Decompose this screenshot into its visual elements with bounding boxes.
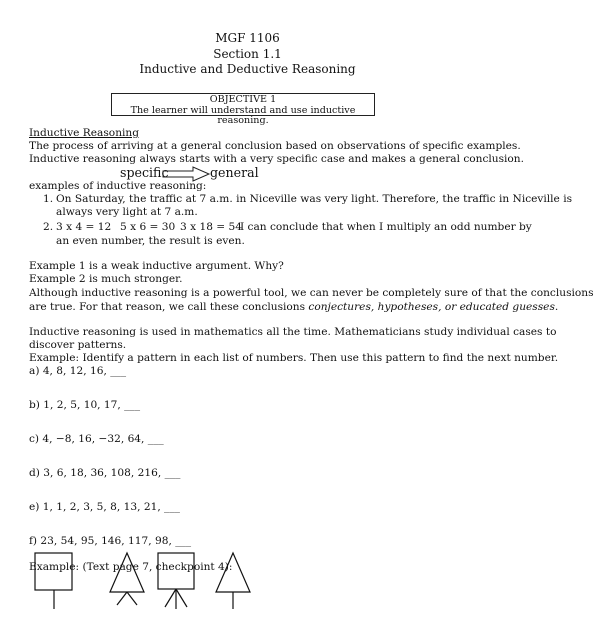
weak-argument-note: Example 1 is a weak inductive argument. Why? [29,260,284,272]
example2-number: 2. [43,221,54,233]
example1-number: 1. [43,193,54,205]
example2-line2: an even number, the result is even. [56,235,245,247]
although-line1: Although inductive reasoning is a powerful tool, we can never be completely sure of that the conclusions [29,287,594,299]
objective-text: The learner will understand and use inductive reasoning. [130,104,356,127]
figure-square-stem [35,553,72,609]
example1-line1: On Saturday, the traffic at 7 a.m. in Niceville was very light. Therefore, the traffic in Niceville is [56,193,573,205]
right-arrow-icon [163,167,211,181]
arrow-to-label: general [210,165,259,180]
examples-intro: examples of inductive reasoning: [29,180,207,192]
example2-eq1: 3 x 4 = 12 [56,221,112,233]
pattern-item-c: c) 4, −8, 16, −32, 64, ___ [29,433,164,445]
document-header [0,31,495,78]
figure-triangle-stem [216,553,250,609]
example1-line2: always very light at 7 a.m. [56,206,198,218]
objective-label: OBJECTIVE 1 [209,94,277,105]
pattern-item-a: a) 4, 8, 12, 16, ___ [29,365,127,377]
inductive-definition: The process of arriving at a general conclusion based on observations of specific examples. [29,140,521,152]
patterns-intro-line2: discover patterns. [29,339,127,351]
patterns-intro-line1: Inductive reasoning is used in mathematics all the time. Mathematicians study individual cases to [29,326,557,338]
course-code: MGF 1106 [215,31,280,45]
checkpoint-figure-sequence [28,545,268,640]
figure-triangle-legs [110,553,144,605]
although-line2 [29,301,558,314]
section-label: Section 1.1 [213,46,282,61]
pattern-item-b: b) 1, 2, 5, 10, 17, ___ [29,399,141,411]
figure-square-three-legs [158,553,194,609]
page-title: Inductive and Deductive Reasoning [139,62,356,77]
checkpoint-label: Example: (Text page 7, checkpoint 4): [29,561,233,573]
pattern-item-f: f) 23, 54, 95, 146, 117, 98, ___ [29,535,192,547]
stronger-note: Example 2 is much stronger. [29,273,183,285]
arrow-from-label: specific [120,165,169,180]
although-line2-prefix: are true. For that reason, we call these conclusions [29,301,309,313]
inductive-always: Inductive reasoning always starts with a very specific case and makes a general conclusion. [29,153,524,165]
example2-conclusion: I can conclude that when I multiply an odd number by [240,221,532,233]
patterns-instruction: Example: Identify a pattern in each list of numbers. Then use this pattern to find the next number. [29,352,559,364]
conjectures-phrase: conjectures, hypotheses, or educated guesses. [308,301,559,313]
example2-eq3: 3 x 18 = 54 [180,221,243,233]
objective-box [111,93,375,127]
pattern-item-e: e) 1, 1, 2, 3, 5, 8, 13, 21, ___ [29,501,180,513]
pattern-item-d: d) 3, 6, 18, 36, 108, 216, ___ [29,467,181,479]
inductive-heading: Inductive Reasoning [29,127,140,139]
example2-eq2: 5 x 6 = 30 [120,221,176,233]
